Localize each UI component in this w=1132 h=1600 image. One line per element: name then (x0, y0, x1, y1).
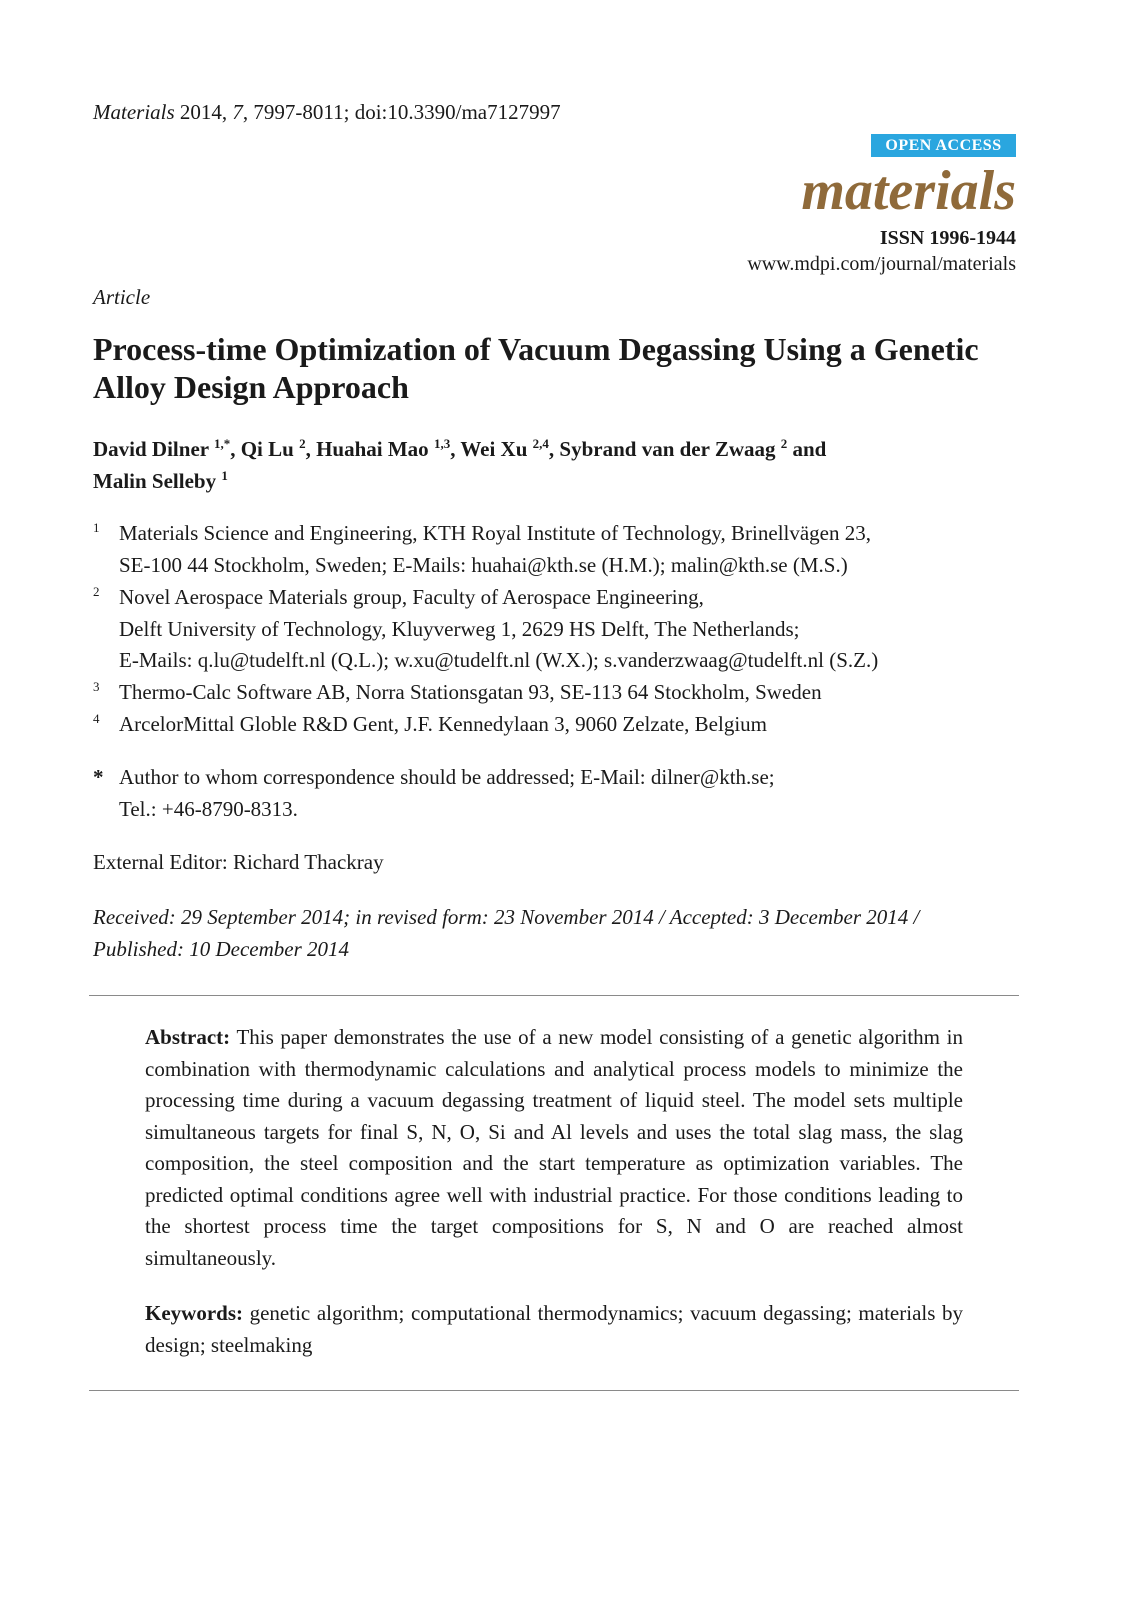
correspondence-line: Author to whom correspondence should be addressed; E-Mail: dilner@kth.se; (119, 765, 775, 789)
abstract (145, 1022, 963, 1274)
author-name: Wei Xu (460, 437, 528, 461)
affiliation-line: Delft University of Technology, Kluyverweg 1, 2629 HS Delft, The Netherlands; (119, 616, 800, 641)
affiliation-number: 1 (93, 520, 100, 535)
author-separator: , (450, 437, 461, 461)
dates-line-1: Received: 29 September 2014; in revised form: 23 November 2014 / Accepted: 3 December 2014 / (93, 905, 920, 929)
affiliation-line: E-Mails: q.lu@tudelft.nl (Q.L.); w.xu@tudelft.nl (W.X.); s.vanderzwaag@tudelft.nl (S.Z.) (119, 648, 879, 672)
paper-title: Process-time Optimization of Vacuum Degassing Using a Genetic Alloy Design Approach (93, 331, 979, 405)
abstract-label: Abstract: (145, 1025, 231, 1049)
author-name: David Dilner (93, 437, 209, 461)
dates-line-2: Published: 10 December 2014 (93, 936, 350, 961)
journal-url[interactable]: www.mdpi.com/journal/materials (747, 253, 1016, 275)
author-affil-sup: 1,* (213, 436, 231, 451)
author-list (93, 433, 1023, 497)
author-name: Huahai Mao (316, 437, 429, 461)
author-affil-sup: 1,3 (433, 436, 451, 451)
author-affil-sup: 2,4 (532, 436, 549, 451)
keywords (145, 1298, 963, 1361)
affiliation-number: 2 (93, 584, 100, 599)
keywords-text: genetic algorithm; computational thermodynamics; vacuum degassing; materials by design; steelmaking (145, 1301, 963, 1357)
correspondence-line: Tel.: +46-8790-8313. (119, 796, 298, 821)
abstract-text: This paper demonstrates the use of a new model consisting of a genetic algorithm in combination with thermodynamic calculations and analytical process models to minimize the processing time during a vacuum degassing treatment of liquid steel. The model sets multiple simultaneous targets for final S, N, O, Si and Al levels and uses the total slag mass, the slag composition, the steel composition and the start temperature as optimization variables. The predicted optimal conditions agree well with industrial practice. For those conditions leading to the shortest process time the target compositions for S, N and O are reached almost simultaneously. (145, 1025, 964, 1270)
affiliation-line: ArcelorMittal Globle R&D Gent, J.F. Kennedylaan 3, 9060 Zelzate, Belgium (119, 712, 768, 736)
author-separator: and (787, 437, 827, 461)
publication-dates (93, 902, 1023, 965)
open-access-badge: OPEN ACCESS (871, 134, 1016, 157)
affiliation-line: Novel Aerospace Materials group, Faculty of Aerospace Engineering, (119, 585, 704, 609)
journal-logo: materials (801, 160, 1016, 222)
correspondence-star: * (93, 765, 104, 789)
author-separator: , (230, 437, 241, 461)
affiliation-2 (93, 582, 1053, 677)
author-affil-sup: 1 (221, 468, 228, 483)
correspondence-note (93, 762, 1033, 825)
affiliation-1 (93, 518, 1053, 581)
divider-top (89, 995, 1019, 996)
author-name: Sybrand van der Zwaag (559, 437, 776, 461)
affiliation-3 (93, 677, 1053, 709)
keywords-label: Keywords: (145, 1301, 243, 1325)
divider-bottom (89, 1390, 1019, 1391)
citation-journal: Materials (93, 100, 175, 124)
citation-year: 2014 (179, 100, 222, 124)
author-separator: , (548, 437, 560, 461)
author-affil-sup: 2 (780, 436, 788, 451)
issn: ISSN 1996-1944 (879, 227, 1016, 249)
article-type: Article (93, 285, 151, 309)
affiliation-line: SE-100 44 Stockholm, Sweden; E-Mails: huahai@kth.se (H.M.); malin@kth.se (M.S.) (119, 552, 848, 577)
affiliation-line: Materials Science and Engineering, KTH Royal Institute of Technology, Brinellvägen 23, (119, 521, 872, 545)
affiliation-number: 3 (93, 679, 100, 694)
citation-pages-doi: , 7997-8011; doi:10.3390/ma7127997 (242, 100, 561, 124)
affiliation-number: 4 (93, 711, 100, 726)
author-name: Qi Lu (240, 437, 294, 461)
external-editor: External Editor: Richard Thackray (93, 850, 384, 874)
author-separator: , (305, 437, 317, 461)
author-name: Malin Selleby (93, 469, 217, 493)
affiliation-line: Thermo-Calc Software AB, Norra Stationsgatan 93, SE-113 64 Stockholm, Sweden (119, 680, 822, 704)
citation-line: Materials 2014, 7, 7997-8011; doi:10.3390/ma7127997 (93, 100, 561, 124)
affiliation-4 (93, 709, 1053, 741)
citation-volume: 7 (232, 100, 243, 124)
author-affil-sup: 2 (299, 436, 306, 451)
